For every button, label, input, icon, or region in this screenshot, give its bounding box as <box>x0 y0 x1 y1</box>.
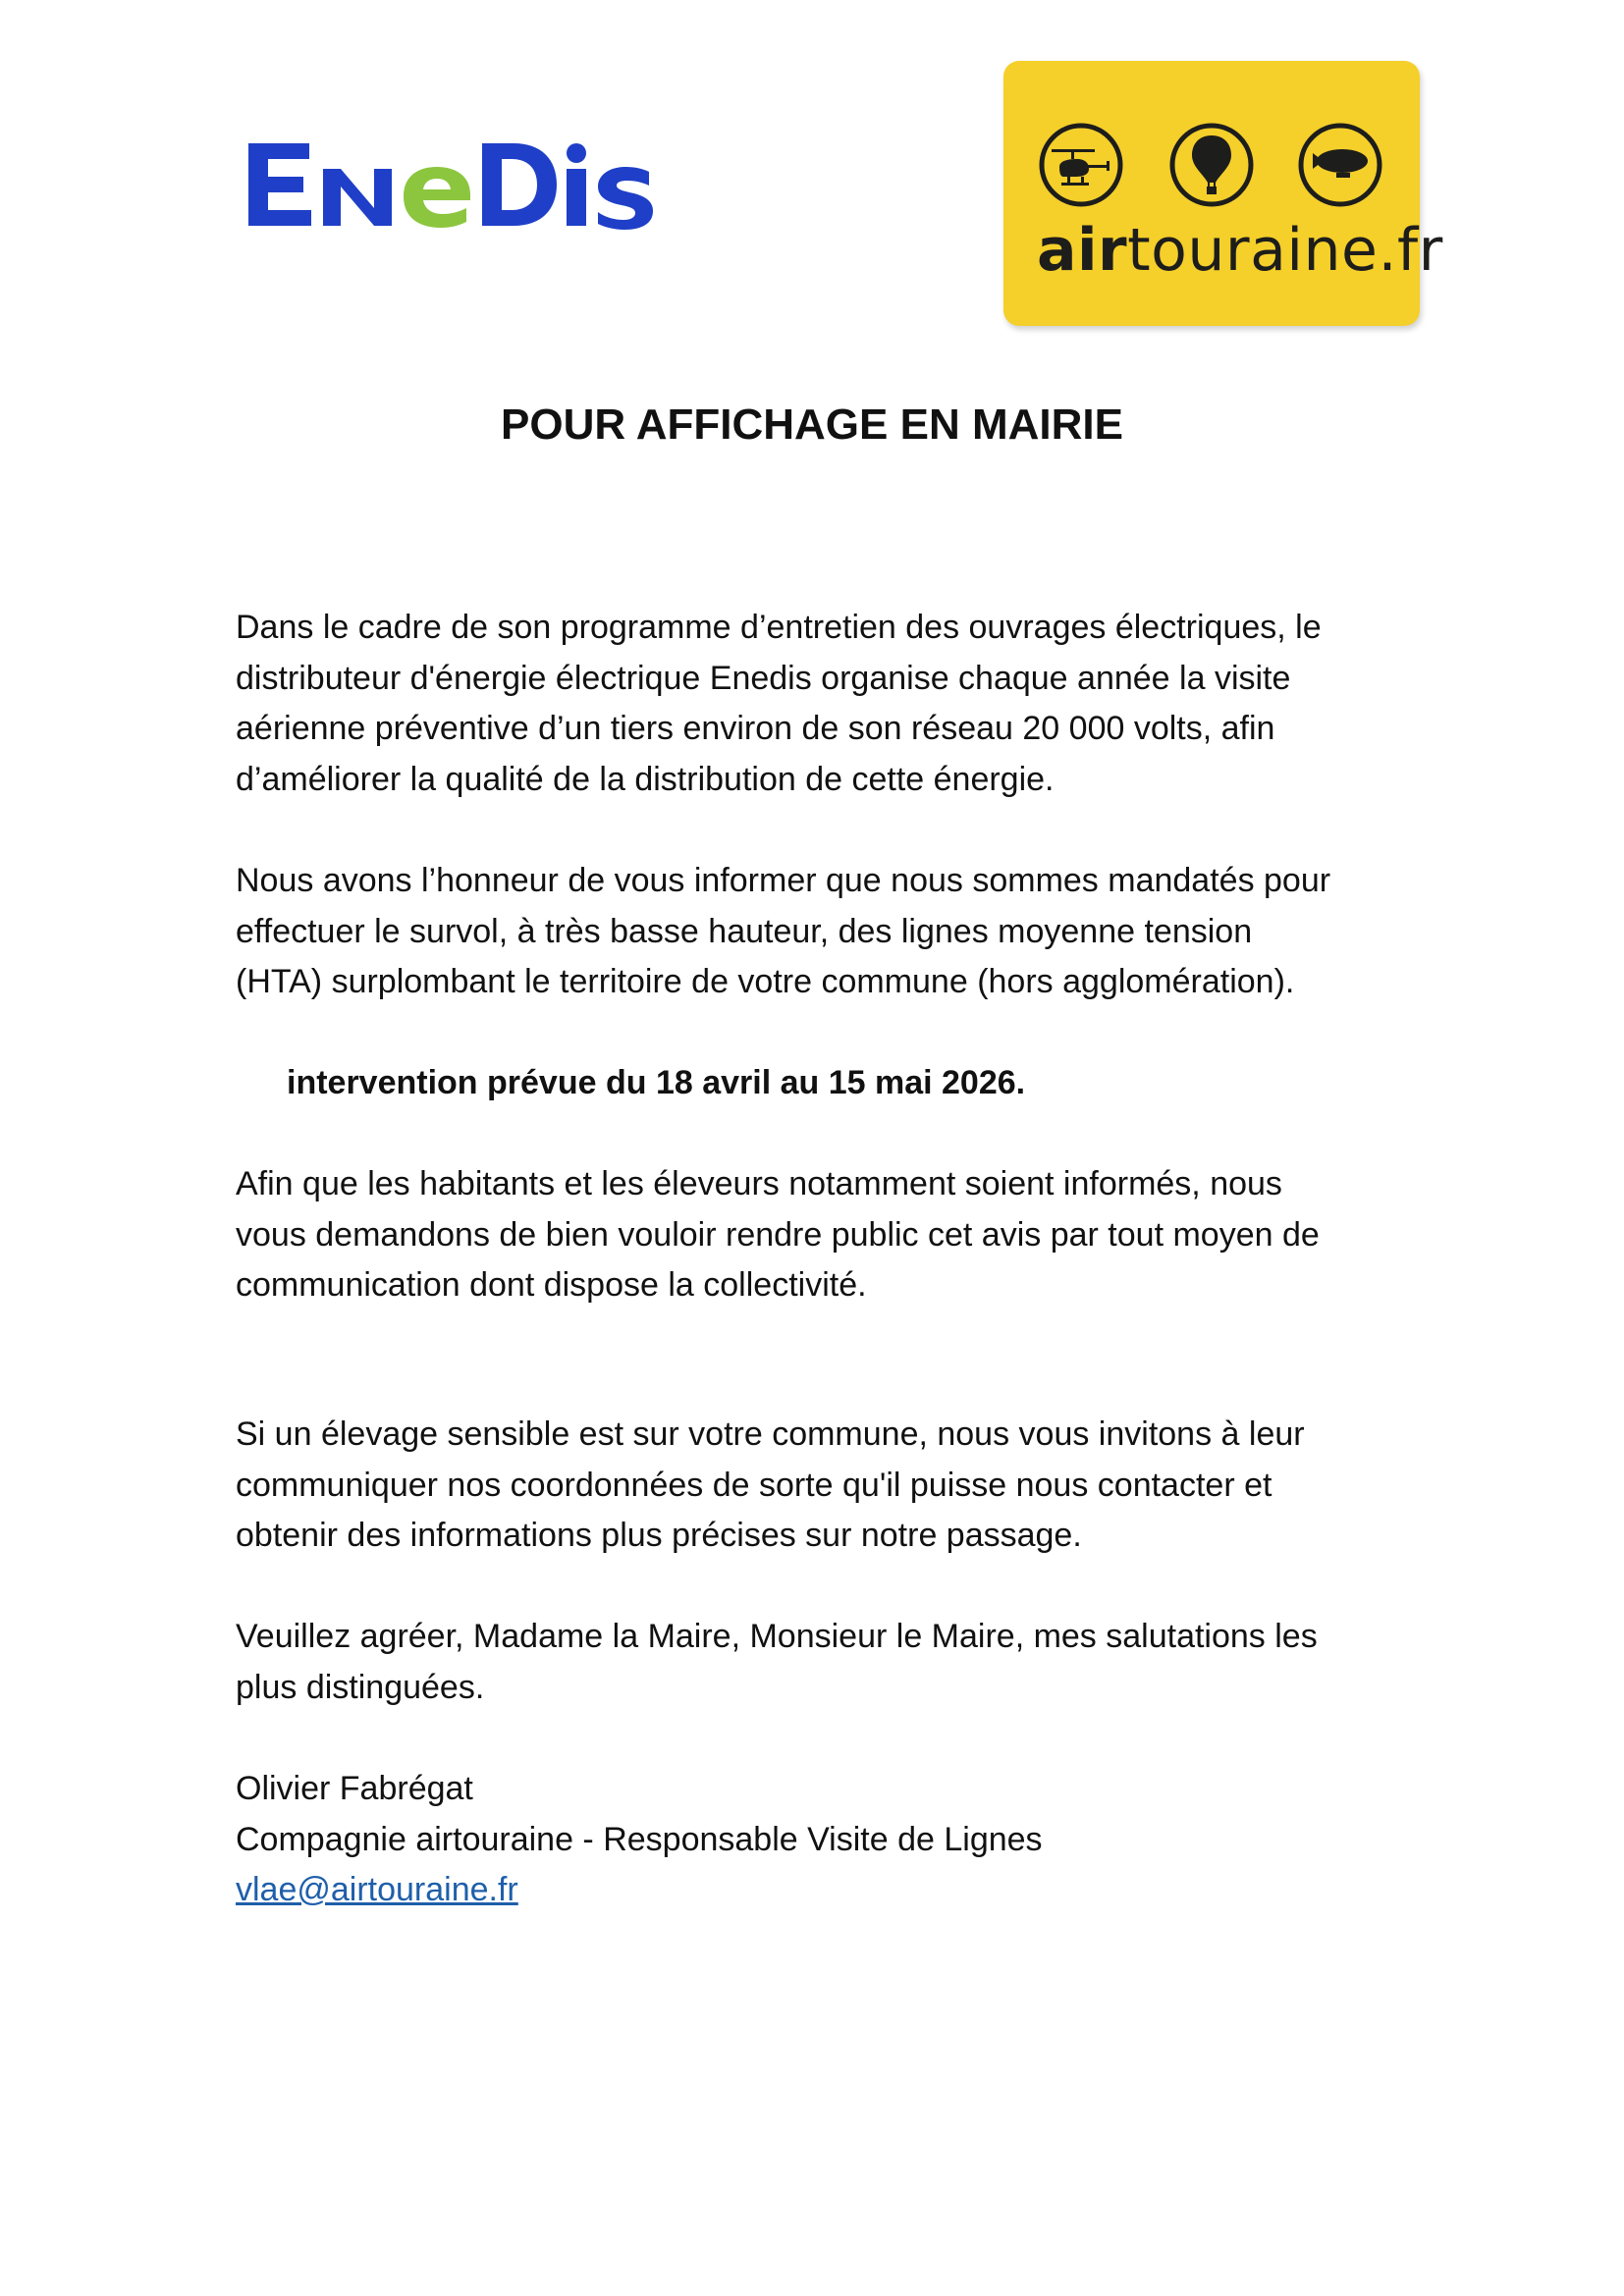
text-line: Si un élevage sensible est sur votre commune, nous vous invitons à leur <box>236 1415 1305 1453</box>
text-line: Dans le cadre de son programme d’entretien des ouvrages électriques, le <box>236 609 1322 646</box>
airtouraine-wordmark: airtouraine.fr <box>1037 216 1443 285</box>
signature-role: Compagnie airtouraine - Responsable Visite de Lignes <box>236 1820 1043 1858</box>
text-line: (HTA) surplombant le territoire de votre commune (hors agglomération). <box>236 963 1295 1000</box>
balloon-icon <box>1168 122 1255 208</box>
text-line: Afin que les habitants et les éleveurs notamment soient informés, nous <box>236 1165 1282 1202</box>
paragraph-request <box>236 1159 1443 1311</box>
helicopter-icon <box>1038 122 1124 208</box>
intervention-dates <box>287 1058 1494 1109</box>
text-line: vous demandons de bien vouloir rendre public cet avis par tout moyen de <box>236 1215 1320 1254</box>
text-line: communication dont dispose la collectivité. <box>236 1266 867 1304</box>
text-line: d’améliorer la qualité de la distribution de cette énergie. <box>236 760 1055 798</box>
text-line: aérienne préventive d’un tiers environ de son réseau 20 000 volts, afin <box>236 710 1275 747</box>
text-line: effectuer le survol, à très basse hauteur, des lignes moyenne tension <box>236 912 1253 950</box>
text-line: Nous avons l’honneur de vous informer que nous sommes mandatés pour <box>236 862 1331 899</box>
enedis-logo <box>241 135 653 234</box>
text-line: plus distinguées. <box>236 1668 485 1706</box>
text-line: Veuillez agréer, Madame la Maire, Monsieur le Maire, mes salutations les <box>236 1618 1318 1655</box>
page-title: POUR AFFICHAGE EN MAIRIE <box>501 400 1123 449</box>
paragraph-notice <box>236 856 1443 1008</box>
signature-name: Olivier Fabrégat <box>236 1770 473 1807</box>
text-line: intervention prévue du 18 avril au 15 mai 2026. <box>287 1064 1026 1101</box>
text-line: distributeur d'énergie électrique Enedis organise chaque année la visite <box>236 659 1291 697</box>
text-line: communiquer nos coordonnées de sorte qu'il puisse nous contacter et <box>236 1466 1272 1504</box>
airtouraine-logo <box>1003 61 1443 326</box>
email-link[interactable]: vlae@airtouraine.fr <box>236 1871 518 1908</box>
paragraph-context <box>236 603 1443 805</box>
paragraph-closing <box>236 1612 1443 1713</box>
paragraph-livestock <box>236 1410 1443 1562</box>
signature-block <box>236 1764 1443 1916</box>
text-line: obtenir des informations plus précises sur notre passage. <box>236 1517 1082 1554</box>
zeppelin-icon <box>1297 122 1383 208</box>
